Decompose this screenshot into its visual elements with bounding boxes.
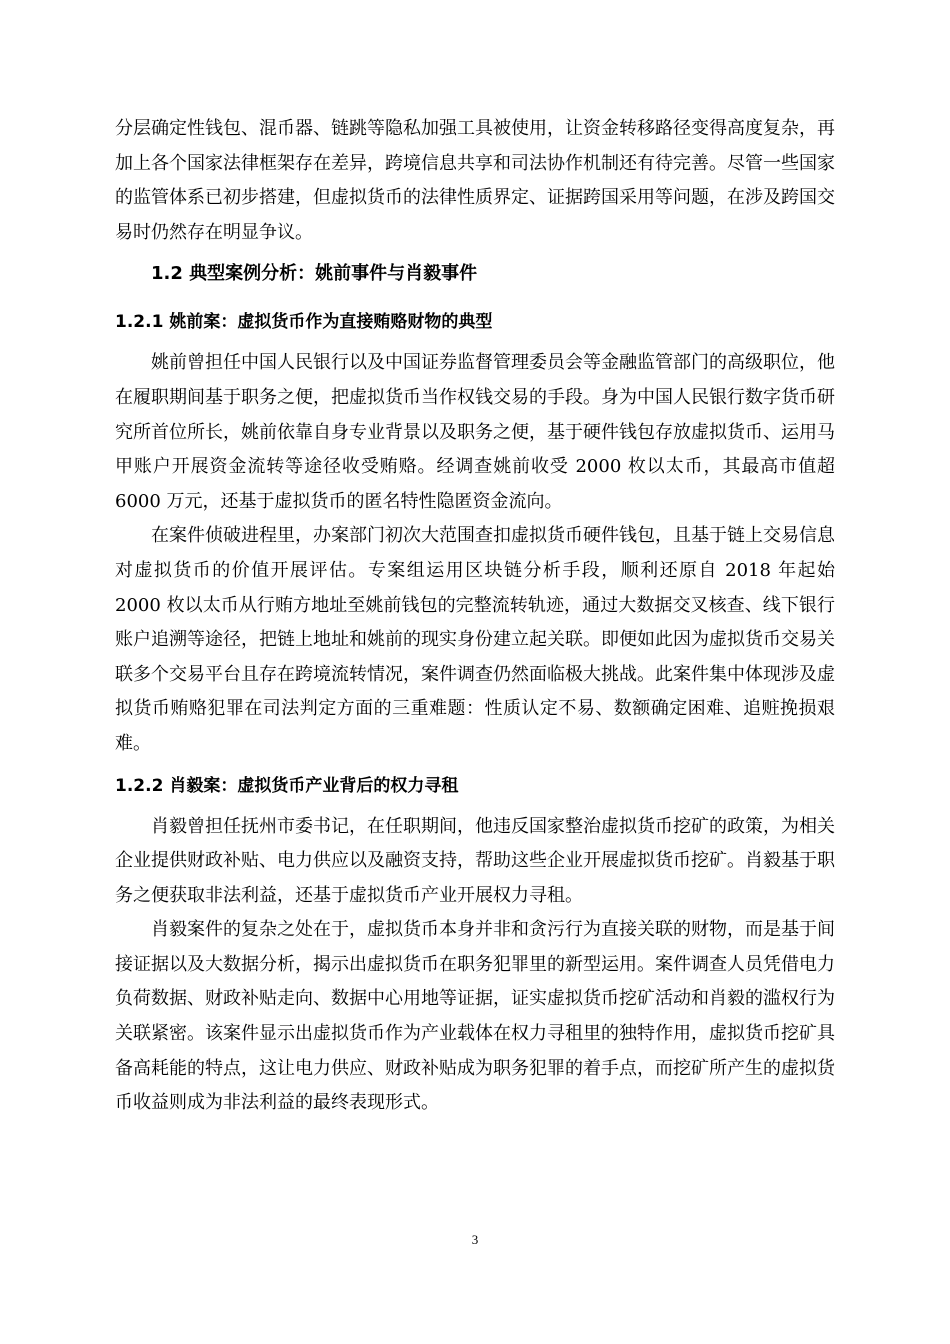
document-body xyxy=(115,112,835,1121)
paragraph-yaoqian-investigation: 在案件侦破进程里，办案部门初次大范围查扣虚拟货币硬件钱包，且基于链上交易信息对虚拟货币的价值开展评估。专案组运用区块链分析手段，顺利还原自 2018 年起始 2000 枚以太币从行贿方地址至姚前钱包的完整流转轨迹，通过大数据交叉核查、线下银行账户追溯等途径，把链上地址和姚前的现实身份建立起关联。即便如此因为虚拟货币交易关联多个交易平台且存在跨境流转情况，案件调查仍然面临极大挑战。此案件集中体现涉及虚拟货币贿赂犯罪在司法判定方面的三重难题：性质认定不易、数额确定困难、追赃挽损艰难。 xyxy=(115,525,835,754)
subsection-heading-1-2-1: 1.2.1 姚前案：虚拟货币作为直接贿赂财物的典型 xyxy=(115,312,493,333)
section-heading-1-2: 1.2 典型案例分析：姚前事件与肖毅事件 xyxy=(151,263,478,285)
paragraph-xiaoyi-background: 肖毅曾担任抚州市委书记，在任职期间，他违反国家整治虚拟货币挖矿的政策，为相关企业提供财政补贴、电力供应以及融资支持，帮助这些企业开展虚拟货币挖矿。肖毅基于职务之便获取非法利益，还基于虚拟货币产业开展权力寻租。 xyxy=(115,815,835,906)
paragraph-xiaoyi-analysis: 肖毅案件的复杂之处在于，虚拟货币本身并非和贪污行为直接关联的财物，而是基于间接证据以及大数据分析，揭示出虚拟货币在职务犯罪里的新型运用。案件调查人员凭借电力负荷数据、财政补贴走向、数据中心用地等证据，证实虚拟货币挖矿活动和肖毅的滥权行为关联紧密。该案件显示出虚拟货币作为产业载体在权力寻租里的独特作用，虚拟货币挖矿具备高耗能的特点，这让电力供应、财政补贴成为职务犯罪的着手点，而挖矿所产生的虚拟货币收益则成为非法利益的最终表现形式。 xyxy=(115,919,835,1114)
paragraph-continued: 分层确定性钱包、混币器、链跳等隐私加强工具被使用，让资金转移路径变得高度复杂，再加上各个国家法律框架存在差异，跨境信息共享和司法协作机制还有待完善。尽管一些国家的监管体系已初步搭建，但虚拟货币的法律性质界定、证据跨国采用等问题，在涉及跨国交易时仍然存在明显争议。 xyxy=(115,118,835,243)
page-number: 3 xyxy=(471,1232,479,1247)
paragraph-yaoqian-background: 姚前曾担任中国人民银行以及中国证券监督管理委员会等金融监管部门的高级职位，他在履职期间基于职务之便，把虚拟货币当作权钱交易的手段。身为中国人民银行数字货币研究所首位所长，姚前依靠自身专业背景以及职务之便，基于硬件钱包存放虚拟货币、运用马甲账户开展资金流转等途径收受贿赂。经调查姚前收受 2000 枚以太币，其最高市值超 6000 万元，还基于虚拟货币的匿名特性隐匿资金流向。 xyxy=(115,352,835,512)
subsection-heading-1-2-2: 1.2.2 肖毅案：虚拟货币产业背后的权力寻租 xyxy=(115,775,459,796)
